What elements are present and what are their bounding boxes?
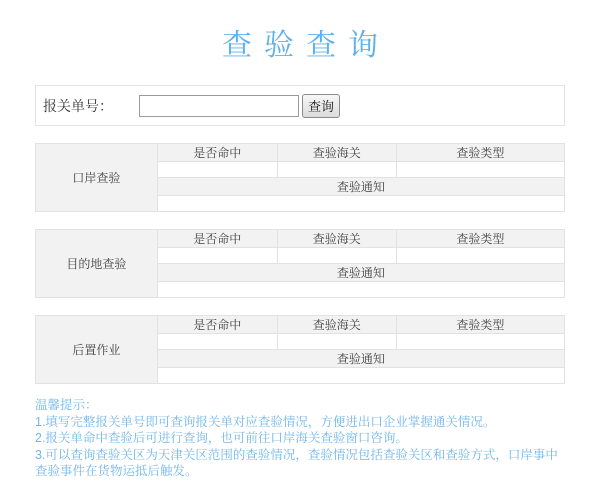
- declaration-number-input[interactable]: [139, 95, 299, 117]
- tip-item-3: 3.可以查询查验关区为天津关区范围的查验情况，查验情况包括查验关区和查验方式，口岸事中查验事件在货物运抵后触发。: [35, 447, 558, 478]
- customs-value: [277, 162, 396, 178]
- column-header-customs: 查验海关: [277, 144, 396, 162]
- tips-title: 温馨提示：: [35, 398, 98, 412]
- notice-header: 查验通知: [157, 350, 564, 368]
- customs-value: [277, 334, 396, 350]
- tip-item-1: 1.填写完整报关单号即可查询报关单对应查验情况，方便进出口企业掌握通关情况。: [35, 414, 496, 429]
- search-panel: [35, 85, 565, 126]
- column-header-customs: 查验海关: [277, 316, 396, 334]
- page-title: 查验查询: [222, 29, 390, 62]
- tip-item-2: 2.报关单命中查验后可进行查询，也可前往口岸海关查验窗口咨询。: [35, 431, 408, 445]
- type-value: [396, 334, 564, 350]
- type-value: [396, 248, 564, 264]
- notice-value: [157, 368, 564, 384]
- port-inspection-table: [35, 143, 565, 212]
- notice-value: [157, 196, 564, 212]
- type-value: [396, 162, 564, 178]
- section-label-post-operation: 后置作业: [36, 316, 158, 384]
- content-container: [35, 85, 565, 500]
- hit-value: [157, 248, 277, 264]
- customs-value: [277, 248, 396, 264]
- query-button[interactable]: 查询: [302, 94, 340, 118]
- column-header-hit: 是否命中: [157, 230, 277, 248]
- declaration-number-label: 报关单号：: [43, 97, 113, 114]
- post-operation-table: [35, 315, 565, 384]
- column-header-hit: 是否命中: [157, 316, 277, 334]
- section-label-port-inspection: 口岸查验: [36, 144, 158, 212]
- tips-section: [35, 397, 565, 500]
- column-header-type: 查验类型: [396, 144, 564, 162]
- section-label-destination-inspection: 目的地查验: [36, 230, 158, 298]
- column-header-type: 查验类型: [396, 316, 564, 334]
- notice-header: 查验通知: [157, 178, 564, 196]
- column-header-hit: 是否命中: [157, 144, 277, 162]
- column-header-type: 查验类型: [396, 230, 564, 248]
- destination-inspection-table: [35, 229, 565, 298]
- column-header-customs: 查验海关: [277, 230, 396, 248]
- hit-value: [157, 162, 277, 178]
- notice-value: [157, 282, 564, 298]
- notice-header: 查验通知: [157, 264, 564, 282]
- hit-value: [157, 334, 277, 350]
